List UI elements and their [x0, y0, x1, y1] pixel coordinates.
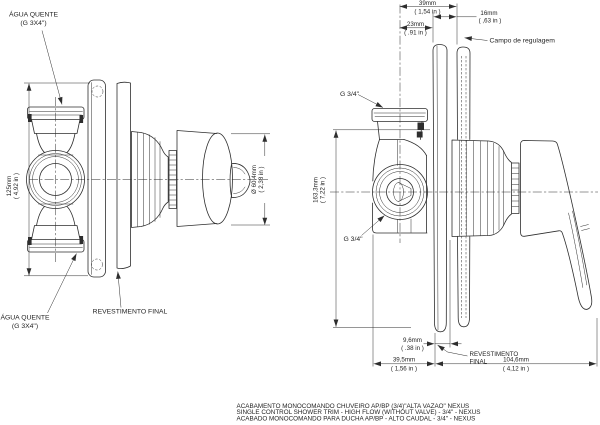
dim-39-5-in: ( 1,56 in ): [390, 365, 418, 373]
dim-39-mm: 39mm: [418, 0, 437, 7]
handle-outline: [521, 141, 592, 310]
finish-wall-outline: [117, 82, 131, 268]
footer-title-block: [237, 403, 481, 423]
label-hot-water-bottom: [0, 254, 76, 331]
plaster-guard: [433, 45, 447, 332]
dim-knob-diameter-text: Ø 60,4mm( 2,38 in ): [251, 165, 266, 194]
plaster-guard-outline: [433, 45, 447, 332]
limiter-tip: [230, 163, 250, 197]
finish-wall-label-line1: REVESTIMENTO: [469, 351, 519, 359]
side-view-centerlines: [29, 97, 268, 262]
thread-top-label: G 3/4": [340, 90, 360, 98]
finish-wall-label-line2: FINAL: [469, 358, 488, 366]
hot-water-bottom-thread: (G 3X4"): [11, 323, 39, 330]
knob-face: [203, 133, 233, 224]
dim-height-163-text: 163,3mm( 7,22 in ): [312, 176, 327, 204]
front-view: [313, 0, 599, 372]
finish-wall-label: REVESTIMENTO FINAL: [92, 308, 168, 316]
dim-39-in: ( 1,54 in ): [414, 8, 441, 16]
label-finish-wall: [93, 272, 168, 316]
inlet-top-thread-lines: [30, 112, 83, 116]
hot-water-bottom-label: ÁGUA QUENTE: [0, 314, 50, 322]
dimension-39: [400, 0, 457, 15]
dimension-extensions: [333, 4, 597, 367]
leader-line: [438, 345, 468, 356]
escutcheon-outline-2: [452, 140, 512, 237]
leader-line: [465, 38, 488, 41]
dim-39-5-mm: 39,5mm: [392, 356, 416, 364]
finish-wall-strip: [457, 47, 470, 327]
dim-23-in: ( .91 in ): [404, 29, 427, 37]
side-view: [0, 10, 270, 331]
plaster-guard-inner-edge: [437, 46, 438, 330]
leader-line: [358, 95, 383, 108]
inlet-top-seal-left: [28, 114, 32, 122]
label-hot-water-top: [9, 10, 62, 105]
extension-lines-2: [333, 4, 597, 367]
seal-mark-lower: [417, 132, 423, 138]
mounting-plate: [88, 80, 106, 277]
handle-parting-marks: [581, 225, 590, 231]
dim-height-text: 125mm( 4,92 in ): [6, 172, 21, 200]
finish-wall-strip-outline: [457, 47, 470, 327]
dimension-23: [400, 21, 433, 37]
label-adjustment-range: [465, 38, 556, 45]
inlet-bottom-thread-lines: [30, 244, 83, 248]
finish-wall-layer: [117, 82, 131, 268]
inlet-bottom-seal-right: [80, 236, 84, 244]
seal-mark-upper: [418, 123, 425, 131]
body-fillet: [404, 140, 427, 156]
limiter-tip-contours: [234, 168, 246, 194]
screw-hole-top: [92, 86, 103, 97]
dimension-height-163: [313, 131, 337, 327]
footer-line-3: ACABADO MONOCOMANDO PARA DUCHA AP/BP - ALTO CAUDAL - 3/4" - NEXUS: [236, 415, 476, 423]
dim-16-mm: 16mm: [480, 10, 498, 18]
sleeve-threads-2: [512, 168, 519, 207]
dim-104-6-mm: 104,6mm: [503, 356, 529, 364]
dim-16-in: ( ,63 in ): [478, 17, 502, 25]
inlet-top-seal-right: [80, 115, 84, 123]
front-view-centerlines: [330, 5, 598, 244]
mounting-plate-outline: [88, 80, 106, 277]
dimension-104-6: [436, 357, 597, 373]
dim-9-6-in: ( .38 in ): [401, 345, 424, 352]
adjustment-range-label: Campo de regulagem: [489, 37, 555, 45]
dim-104-6-in: ( 4,12 in ): [502, 365, 530, 373]
thread-bottom-label: G 3/4": [343, 235, 363, 243]
escutcheon-bell-2: [452, 140, 519, 237]
handle-grip-lines: [569, 211, 587, 288]
label-thread-top: [340, 91, 383, 108]
leader-line: [118, 272, 121, 308]
screw-hole-bottom: [92, 259, 103, 270]
dimension-16: [434, 10, 502, 24]
footer-line-1: ACABAMENTO MONOCOMANDO CHUVEIRO AP/BP (3/4)"ALTA VAZAO" NEXUS: [236, 402, 470, 410]
dimension-39-5: [374, 357, 435, 373]
knob-body: [177, 131, 217, 227]
leader-line: [48, 254, 77, 314]
dim-9-6-mm: 9,6mm: [403, 336, 422, 344]
sleeve-threads: [170, 155, 177, 205]
dimension-9-6: [401, 337, 461, 352]
leader-line: [42, 31, 62, 105]
dim-23-mm: 23mm: [406, 20, 425, 28]
hot-water-top-label: ÁGUA QUENTE: [8, 11, 59, 19]
footer-line-2: SINGLE CONTROL SHOWER TRIM - HIGH FLOW (WITHOUT VALVE) - 3/4" - NEXUS: [236, 409, 481, 417]
handle-lever: [521, 141, 592, 310]
label-thread-bottom: [344, 216, 385, 243]
sleeve-outline-2: [512, 163, 520, 214]
inlet-bottom-seal-left: [28, 237, 32, 245]
control-knob: [177, 131, 250, 227]
hot-water-top-thread: (G 3X4"): [20, 20, 47, 27]
finish-wall-phantom-lines: [462, 56, 467, 318]
